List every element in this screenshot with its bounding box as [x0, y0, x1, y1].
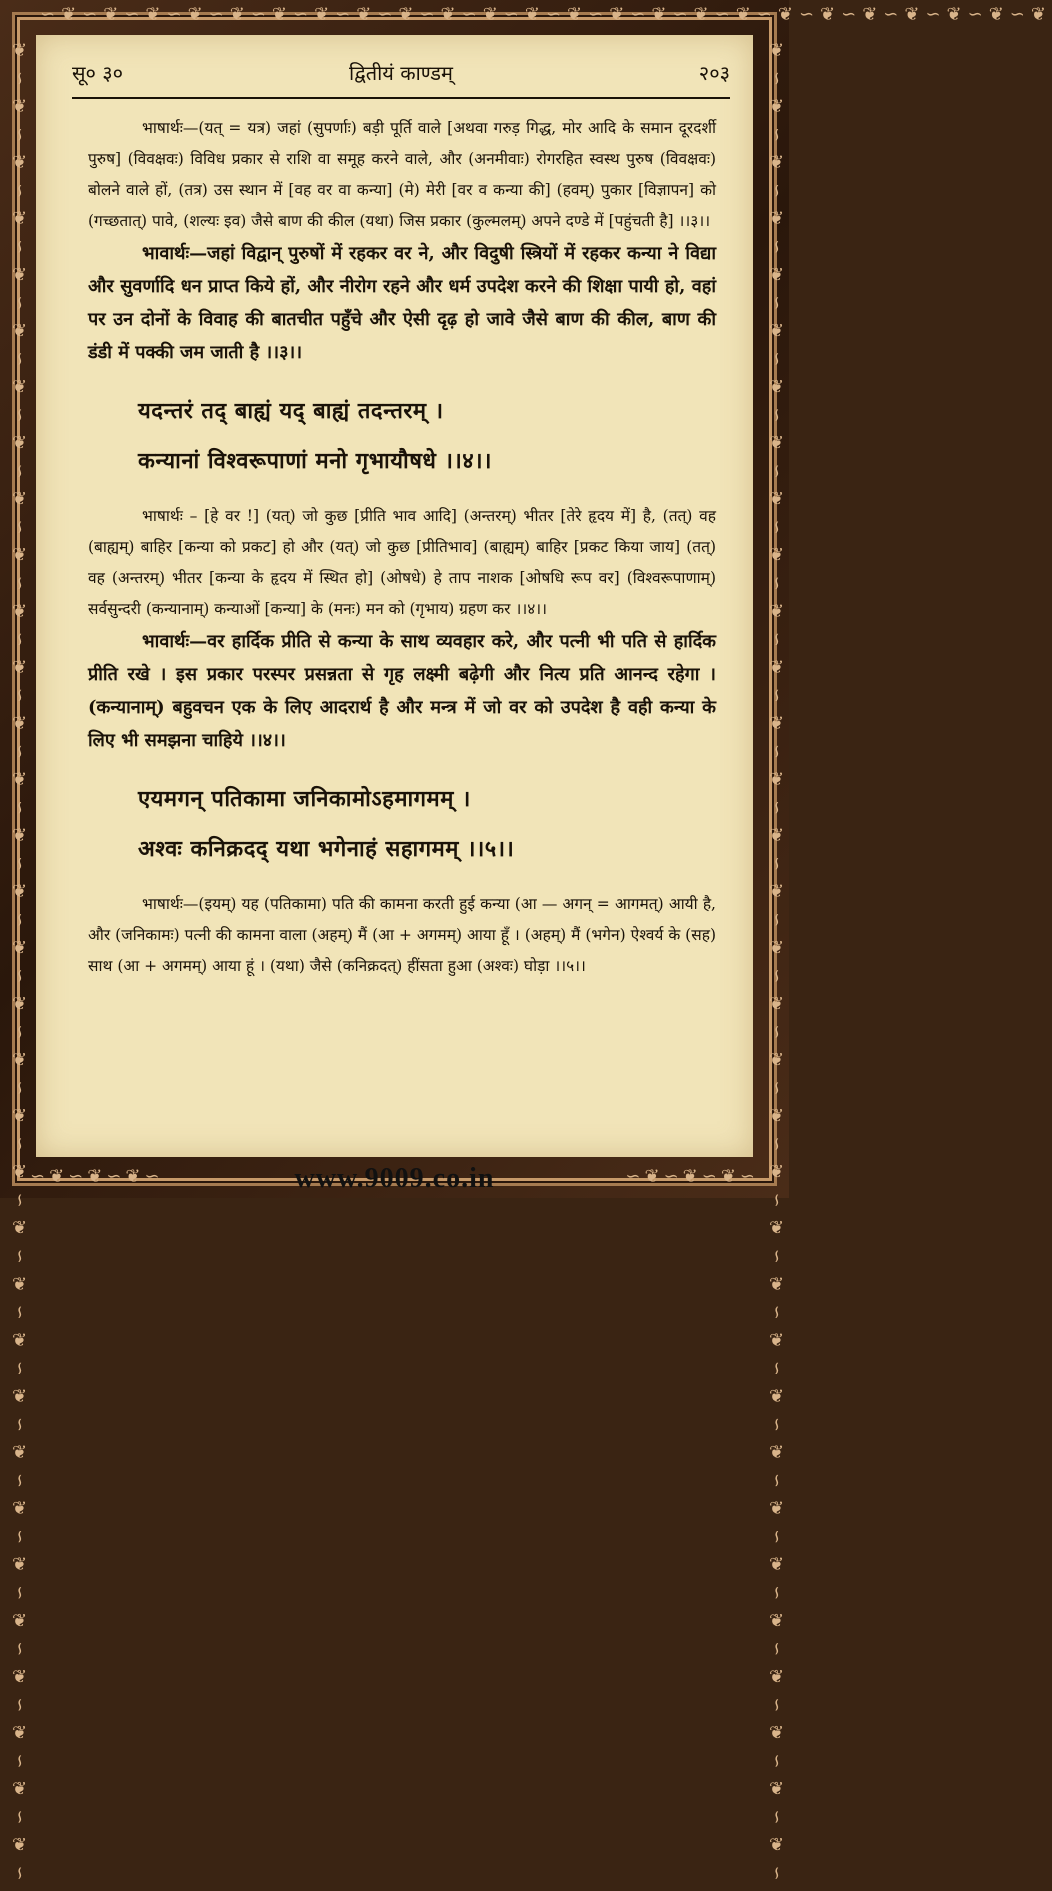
meaning-paragraph-3: भावार्थः—जहां विद्वान् पुरुषों में रहकर वर ने, और विदुषी स्त्रियों में रहकर कन्या ने विद्या और सुवर्णादि धन प्राप्त किये हों, और नीरोग रहने और धर्म उपदेश करने की शिक्षा पायी हो, वहां पर उन दोनों के विवाह की बातचीत पहुँचे और ऐसी दृढ़ हो जावे जैसे बाण की कील, बाण की डंडी में पक्की जम जाती है ।।३।। [88, 243, 716, 363]
footer-right-ornament-icon: ∽❦∽❦∽❦∽ [625, 1166, 759, 1187]
translation-paragraph-5: भाषार्थः—(इयम्) यह (पतिकामा) पति की कामना करती हुई कन्या (आ — अगन् = आगमत्) आयी है, और (जनिकामः) पत्नी की कामना वाला (अहम्) मैं (आ + अगमम्) आया हूँ । (अहम्) मैं (भगेन) ऐश्वर्य के (सह) साथ (आ + अगमम्) आया हूं । (यथा) जैसे (कनिक्रदत्) हींसता हुआ (अश्वः) घोड़ा ।।५।। [88, 895, 716, 975]
verse-5-line-2: अश्वः कनिक्रदद् यथा भगेनाहं सहागमम् ।।५।। [138, 836, 515, 862]
meaning-paragraph-4: भावार्थः—वर हार्दिक प्रीति से कन्या के साथ व्यवहार करे, और पत्नी भी पति से हार्दिक प्रीति रखे । इस प्रकार परस्पर प्रसन्नता से गृह लक्ष्मी बढ़ेगी और नित्य प्रति आनन्द रहेगा । (कन्यानाम्) बहुवचन एक के लिए आदरार्थ है और मन्त्र में जो वर को उपदेश है वही कन्या के लिए भी समझना चाहिये ।।४।। [88, 631, 716, 751]
left-ornament-icon: ❦∽❦∽❦∽❦∽❦∽❦∽❦∽❦∽❦∽❦∽❦∽❦∽❦∽❦∽❦∽❦∽❦∽❦∽❦∽❦∽❦∽❦∽❦∽❦∽❦∽❦∽❦∽❦∽❦∽❦∽❦∽❦∽❦∽ [9, 40, 30, 1891]
verse-4-line-1: यदन्तरं तद् बाह्यं यद् बाह्यं तदन्तरम् । [138, 398, 444, 424]
page-title: द्वितीयं काण्डम् [349, 61, 453, 85]
page-number: २०३ [698, 61, 730, 85]
top-ornament-icon: ∽❦∽❦∽❦∽❦∽❦∽❦∽❦∽❦∽❦∽❦∽❦∽❦∽❦∽❦∽❦∽❦∽❦∽❦∽❦∽❦∽❦∽❦∽❦∽❦ [40, 4, 1052, 25]
footer-website-link[interactable]: www.9009.co.in [294, 1163, 495, 1194]
page-header [72, 59, 730, 89]
footer-left-ornament-icon: ∽❦∽❦∽❦∽ [30, 1166, 164, 1187]
verse-4-line-2: कन्यानां विश्वरूपाणां मनो गृभायौषधे ।।४।। [138, 448, 492, 474]
right-ornament-icon: ❦∽❦∽❦∽❦∽❦∽❦∽❦∽❦∽❦∽❦∽❦∽❦∽❦∽❦∽❦∽❦∽❦∽❦∽❦∽❦∽❦∽❦∽❦∽❦∽❦∽❦∽❦∽❦∽❦∽❦∽❦∽❦∽❦∽ [766, 40, 787, 1891]
translation-paragraph-3: भाषार्थः—(यत् = यत्र) जहां (सुपर्णाः) बड़ी पूर्ति वाले [अथवा गरुड़ गिद्ध, मोर आदि के समान दूरदर्शी पुरुष] (विवक्षवः) विविध प्रकार से राशि वा समूह करने वाले, और (अनमीवाः) रोगरहित स्वस्थ पुरुष (विवक्षवः) बोलने वाले हों, (तत्र) उस स्थान में [वह वर वा कन्या] (मे) मेरी [वर व कन्या की] (हवम्) पुकार [विज्ञापन] को (गच्छतात्) पावे, (शल्यः इव) जैसे बाण की कील (यथा) जिस प्रकार (कुल्मलम्) अपने दण्डे में [पहुंचती है] ।।३।। [88, 119, 716, 230]
header-divider [72, 97, 730, 99]
page-content [88, 113, 716, 982]
sutra-number: सू० ३० [72, 61, 124, 85]
verse-5-line-1: एयमगन् पतिकामा जनिकामोऽहमागमम् । [138, 786, 471, 812]
translation-paragraph-4: भाषार्थः – [हे वर !] (यत्) जो कुछ [प्रीति भाव आदि] (अन्तरम्) भीतर [तेरे हृदय में] है, (तत्) वह (बाह्यम्) बाहिर [कन्या को प्रकट] हो और (यत्) जो कुछ [प्रीतिभाव] (बाह्यम्) बाहिर [प्रकट किया जाय] (तत्) वह (अन्तरम्) भीतर [कन्या के हृदय में स्थित हो] (ओषधे) हे ताप नाशक [ओषधि रूप वर] (विश्वरूपाणाम्) सर्वसुन्दरी (कन्यानाम्) कन्याओं [कन्या] के (मनः) मन को (गृभाय) ग्रहण कर ।।४।। [88, 507, 716, 618]
book-page [36, 35, 753, 1157]
